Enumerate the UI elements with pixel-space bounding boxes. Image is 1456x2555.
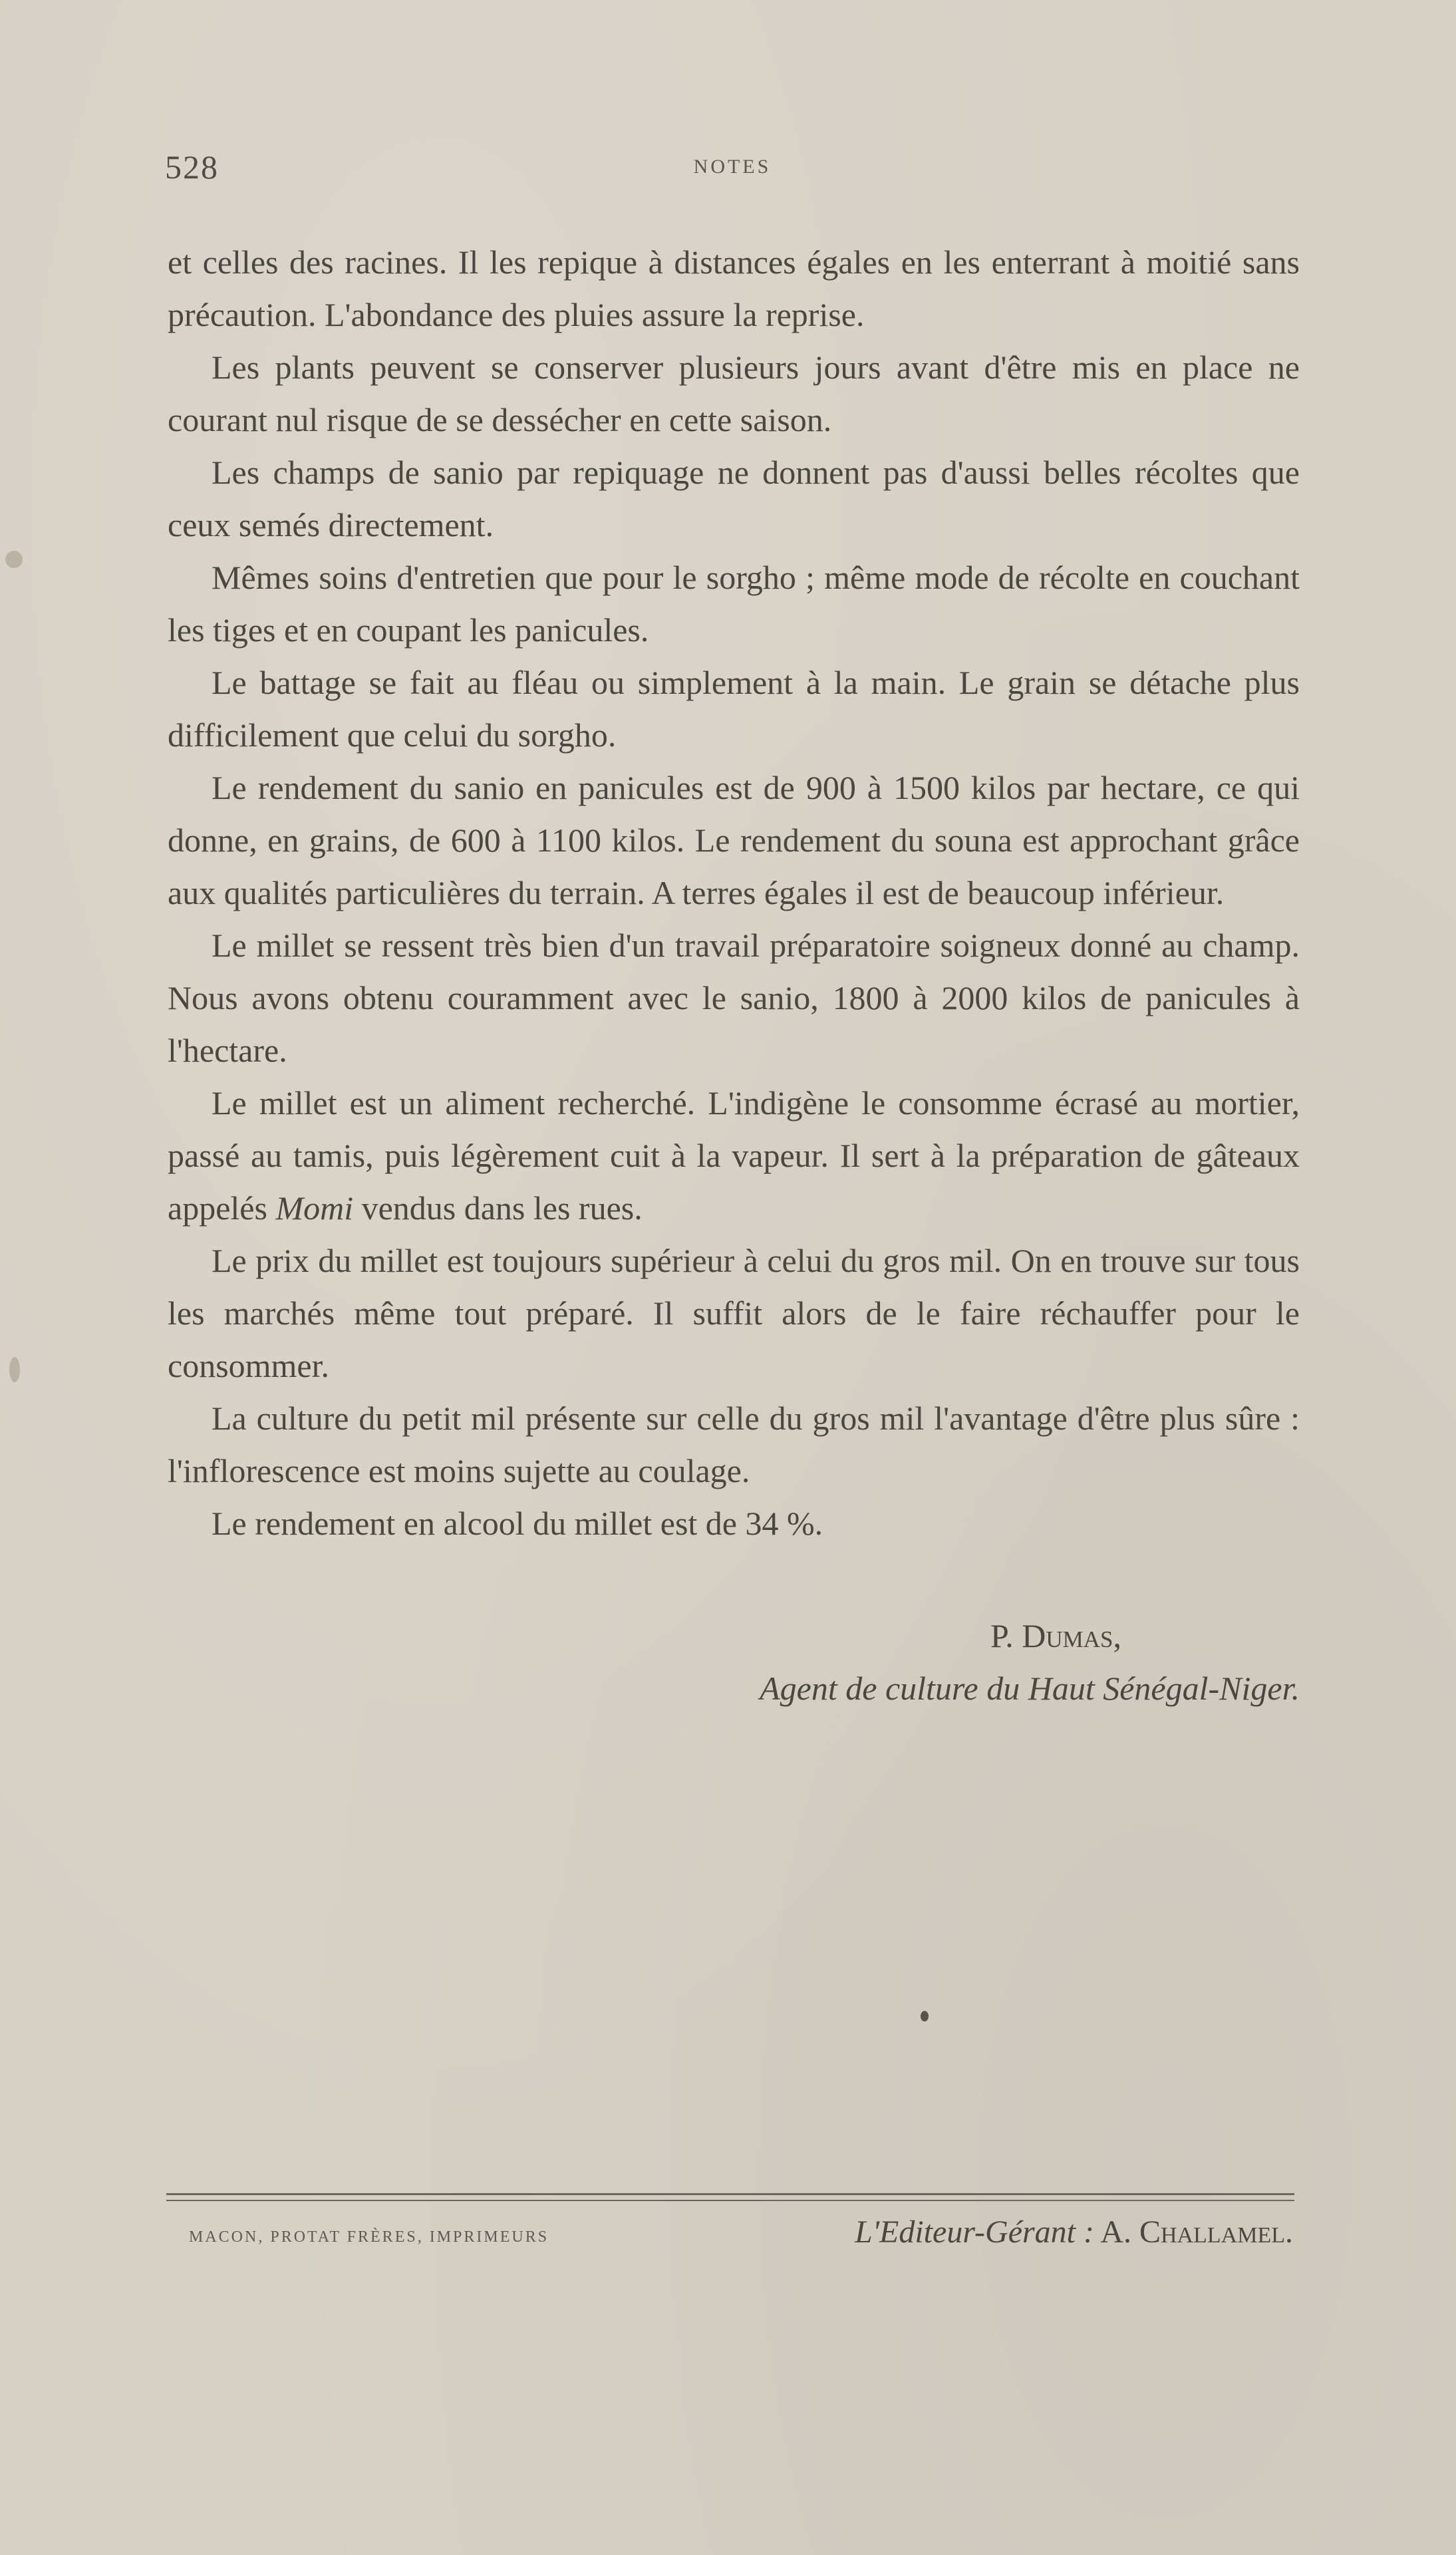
- printer-imprint: MACON, PROTAT FRÈRES, IMPRIMEURS: [189, 2228, 549, 2246]
- editor-surname: Challamel.: [1139, 2214, 1293, 2250]
- paragraph: Le battage se fait au fléau ou simplement à la main. Le grain se détache plus difficilement que celui du sorgho.: [168, 664, 1300, 754]
- author-surname: Dumas,: [1022, 1617, 1121, 1654]
- running-head: NOTES: [693, 156, 772, 178]
- paragraph: Mêmes soins d'entretien que pour le sorgho ; même mode de récolte en couchant les tiges et en coupant les panicules.: [168, 559, 1300, 649]
- momi-term: Momi: [275, 1189, 354, 1227]
- paragraph-momi: [168, 1077, 1300, 1235]
- paragraph: La culture du petit mil présente sur celle du gros mil l'avantage d'être plus sûre : l'inflorescence est moins sujette au coulage.: [168, 1400, 1300, 1489]
- editor-label: L'Editeur-Gérant :: [855, 2214, 1094, 2250]
- editor-name: A.: [1094, 2214, 1140, 2250]
- author-title: Agent de culture du Haut Sénégal-Niger.: [760, 1670, 1300, 1707]
- paragraph: Les plants peuvent se conserver plusieurs jours avant d'être mis en place ne courant nul risque de se dessécher en cette saison.: [168, 349, 1300, 438]
- paper-stain: [5, 551, 23, 568]
- author-name: [168, 1610, 1300, 1662]
- footer-rule: [166, 2193, 1294, 2195]
- footer-rule: [166, 2200, 1294, 2201]
- ornament-dot: [921, 2011, 929, 2022]
- paragraph: Le prix du millet est toujours supérieur à celui du gros mil. On en trouve sur tous les marchés même tout préparé. Il suffit alors de le faire réchauffer pour le consommer.: [168, 1242, 1300, 1384]
- signature-block: [168, 1610, 1300, 1715]
- page-number: 528: [165, 148, 219, 186]
- paragraph: et celles des racines. Il les repique à distances égales en les enterrant à moitié sans précaution. L'abondance des pluies assure la reprise.: [168, 243, 1300, 333]
- paragraph: Le rendement du sanio en panicules est de 900 à 1500 kilos par hectare, ce qui donne, en grains, de 600 à 1100 kilos. Le rendement du souna est approchant grâce aux qualités particulières du terrain. A terres égales il est de beaucoup inférieur.: [168, 769, 1300, 911]
- page-footer: [189, 2214, 1293, 2267]
- editor-credit: [855, 2214, 1293, 2250]
- page-header: [165, 148, 1300, 188]
- paper-stain: [9, 1357, 20, 1382]
- paragraph: Le rendement en alcool du millet est de 34 %.: [212, 1505, 823, 1542]
- paragraph-momi-tail: vendus dans les rues.: [353, 1189, 643, 1227]
- body-text: [168, 236, 1300, 1550]
- paragraph: Le millet se ressent très bien d'un travail préparatoire soigneux donné au champ. Nous avons obtenu couramment avec le sanio, 1800 à 2000 kilos de panicules à l'hectare.: [168, 927, 1300, 1069]
- paragraph: Les champs de sanio par repiquage ne donnent pas d'aussi belles récoltes que ceux semés directement.: [168, 454, 1300, 543]
- paragraph-momi-text: Le millet est un aliment recherché. L'indigène le consomme écrasé au mortier, passé au tamis, puis légèrement cuit à la vapeur. Il sert à la préparation de gâteaux appelés: [168, 1084, 1300, 1227]
- author-initial: P.: [990, 1617, 1014, 1654]
